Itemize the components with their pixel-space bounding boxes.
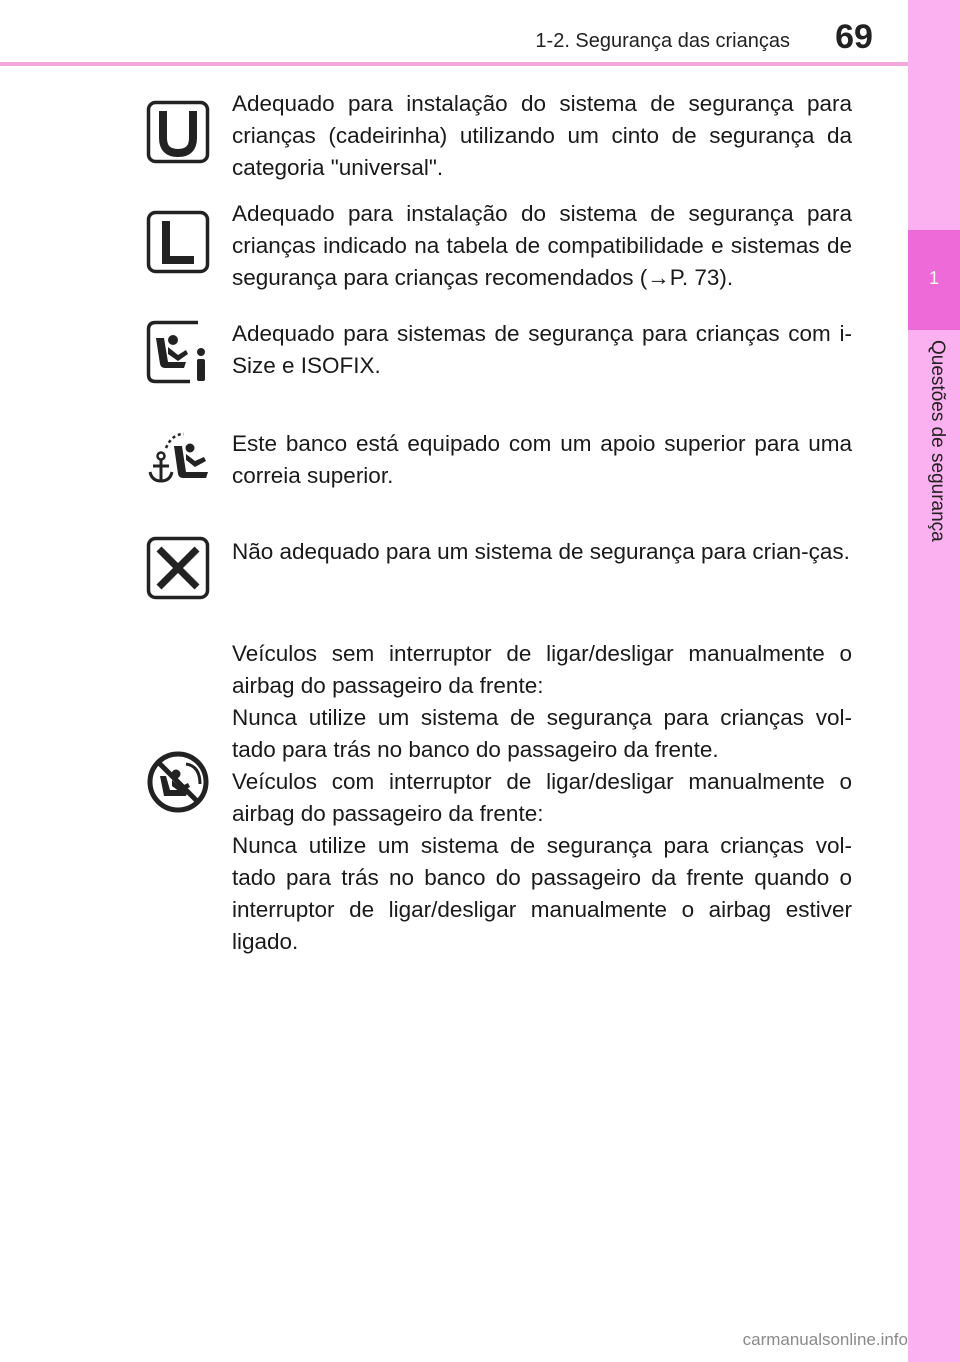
top-tether-description: Este banco está equipado com um apoio superior para uma correia superior. bbox=[232, 431, 852, 488]
not-suitable-x-icon bbox=[146, 536, 210, 600]
i-size-description: Adequado para sistemas de segurança para crianças com i-Size e ISOFIX. bbox=[232, 321, 852, 378]
not-suitable-description: Não adequado para um sistema de segurança para crian-ças. bbox=[232, 539, 850, 564]
universal-description: Adequado para instalação do sistema de segurança para crianças (cadeirinha) utilizando um cinto de segurança da categoria "universal". bbox=[232, 91, 852, 180]
watermark: carmanualsonline.info bbox=[742, 1330, 908, 1349]
l-description: Adequado para instalação do sistema de segurança para crianças indicado na tabela de compatibilidade e sistemas de segurança para crianças recomendados (→P. 73). bbox=[232, 201, 852, 290]
airbag-warning-description bbox=[232, 638, 852, 958]
page-number: 69 bbox=[835, 18, 873, 56]
chapter-side-tab bbox=[908, 0, 960, 1362]
header-divider bbox=[0, 62, 908, 66]
airbag-warning-paragraph: Veículos com interruptor de ligar/desligar manualmente o airbag do passageiro da frente: bbox=[232, 769, 852, 826]
no-rear-facing-seat-icon bbox=[146, 750, 210, 814]
universal-u-icon bbox=[146, 100, 210, 164]
airbag-warning-paragraph: Nunca utilize um sistema de segurança para crianças vol-tado para trás no banco do passageiro da frente quando o interruptor de ligar/desligar manualmente o airbag estiver ligado. bbox=[232, 833, 852, 954]
i-size-child-seat-icon bbox=[146, 320, 210, 384]
chapter-label: Questões de segurança bbox=[927, 340, 948, 542]
airbag-warning-paragraph: Veículos sem interruptor de ligar/desligar manualmente o airbag do passageiro da frente: bbox=[232, 641, 852, 698]
l-icon bbox=[146, 210, 210, 274]
section-title: 1-2. Segurança das crianças bbox=[535, 30, 790, 52]
chapter-number: 1 bbox=[928, 268, 939, 288]
airbag-warning-paragraph: Nunca utilize um sistema de segurança para crianças vol-tado para trás no banco do passageiro da frente. bbox=[232, 705, 852, 762]
top-tether-anchor-icon bbox=[146, 428, 210, 492]
